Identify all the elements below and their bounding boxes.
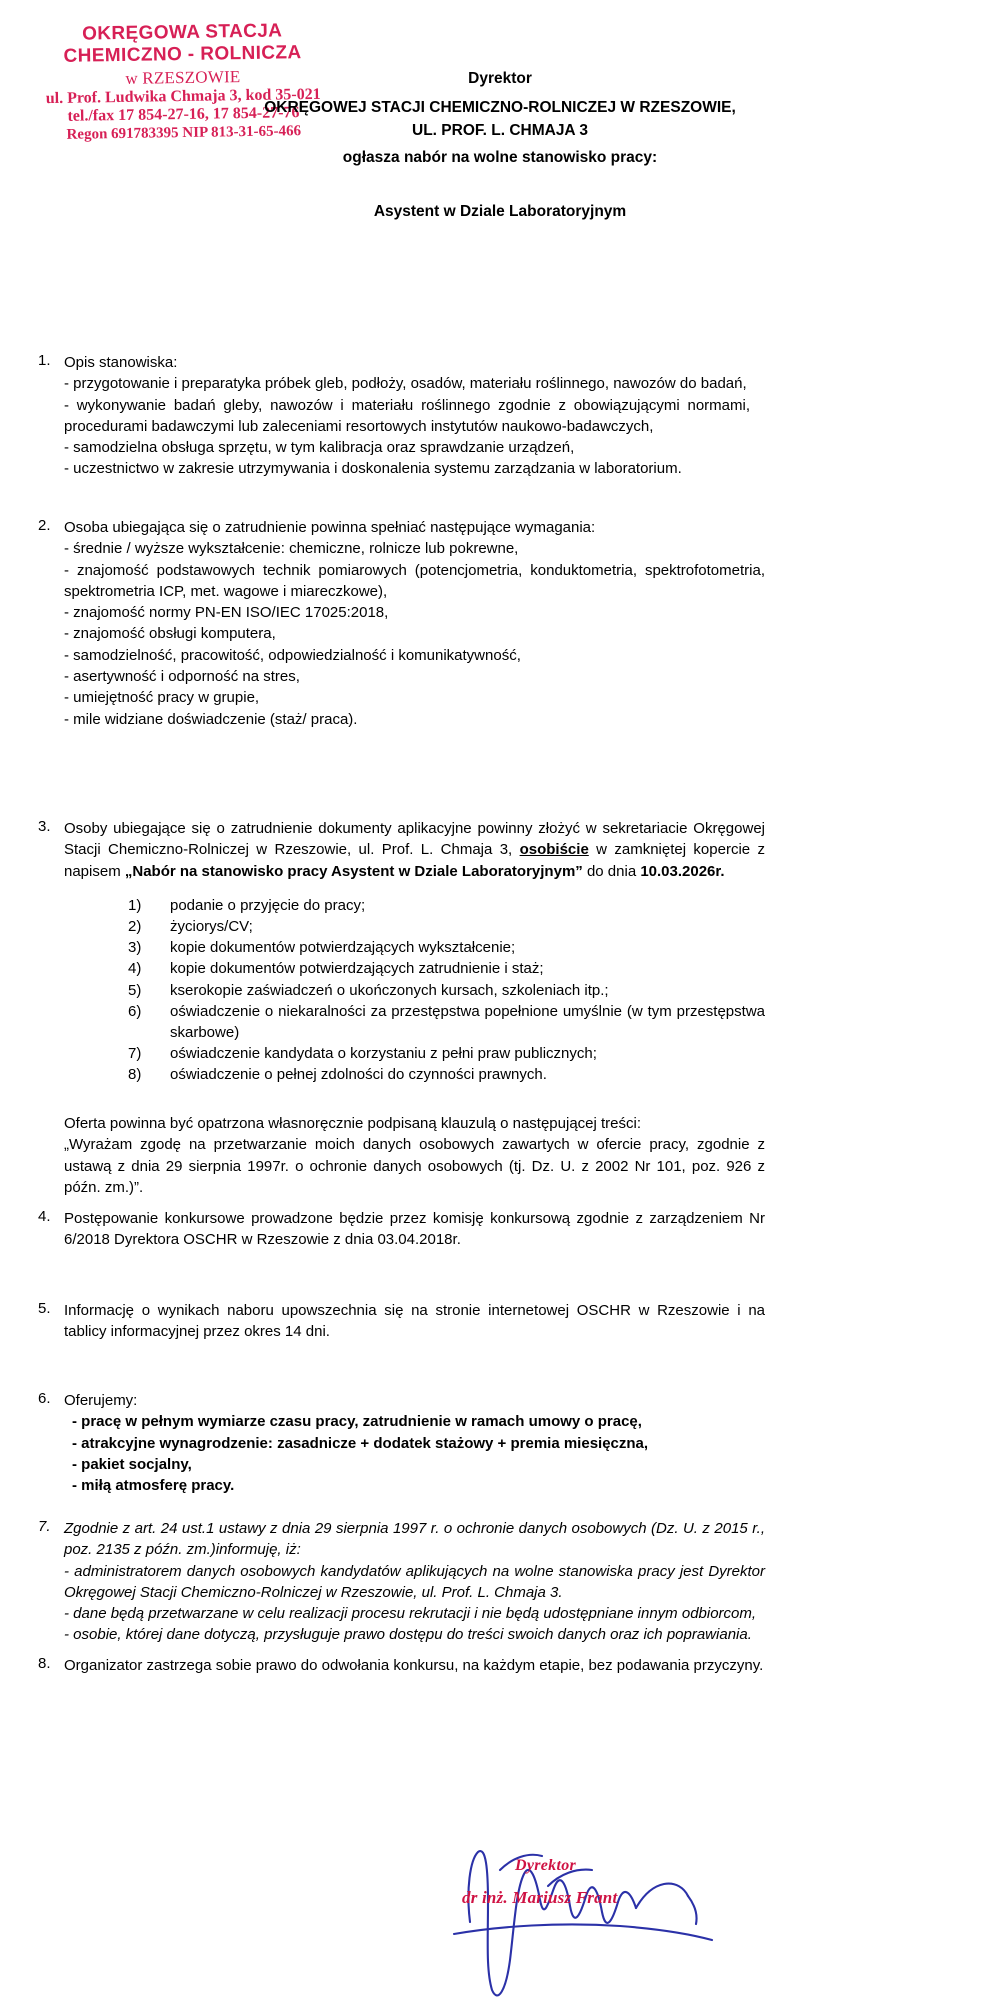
stamp-phone: tel./fax 17 854-27-16, 17 854-27-76 <box>67 104 300 126</box>
section-3-text-osobiscie: osobiście <box>519 841 589 859</box>
section-1-heading: Opis stanowiska: <box>64 354 178 371</box>
stamp-regon-nip: Regon 691783395 NIP 813-31-65-466 <box>66 123 302 144</box>
section-6-heading: Oferujemy: <box>64 1392 138 1409</box>
stamp-line-3: w RZESZOWIE <box>125 66 241 88</box>
header-announcement: ogłasza nabór na wolne stanowisko pracy: <box>342 149 658 166</box>
signature-title: Dyrektor <box>515 1857 577 1874</box>
list-item-number: 6) <box>128 1002 142 1020</box>
list-item <box>0 895 1000 916</box>
section-4-text: Postępowanie konkursowe prowadzone będzie przez komisję konkursową zgodnie z zarządzeniem Nr 6/2018 Dyrektora OSCHR w Rzeszowie z dnia 03.04.2018r. <box>64 1210 765 1249</box>
section-2-line-4: - znajomość obsługi komputera, <box>64 625 276 643</box>
section-1-line-3: - samodzielna obsługa sprzętu, w tym kalibracja oraz sprawdzanie urządzeń, <box>64 439 575 457</box>
list-item <box>0 1043 1000 1064</box>
list-item <box>0 1001 1000 1043</box>
list-item-number: 1) <box>128 897 142 914</box>
list-item-number: 8) <box>128 1066 142 1084</box>
header-position-title: Asystent w Dziale Laboratoryjnym <box>373 203 627 220</box>
section-2-line-1: - średnie / wyższe wykształcenie: chemiczne, rolnicze lub pokrewne, <box>64 540 519 558</box>
section-1 <box>0 352 1000 480</box>
header-organization <box>0 96 1000 143</box>
section-2-line-6: - asertywność i odporność na stres, <box>64 668 300 686</box>
list-item-text: życiorys/CV; <box>170 918 253 936</box>
section-4 <box>0 1208 1000 1251</box>
header-organization-line-1: OKRĘGOWEJ STACJI CHEMICZNO-ROLNICZEJ W RZESZOWIE, <box>264 99 736 116</box>
list-item-text: oświadczenie kandydata o korzystaniu z pełni praw publicznych; <box>170 1044 597 1062</box>
clause-text: „Wyrażam zgodę na przetwarzanie moich danych osobowych zawartych w ofercie pracy, zgodnie z ustawą z dnia 29 sierpnia 1997r. o ochronie danych osobowych (tj. Dz. U. z 2002 Nr 101, poz. 926 z późn. zm.)”. <box>64 1136 765 1196</box>
section-2-line-5: - samodzielność, pracowitość, odpowiedzialność i komunikatywność, <box>64 646 521 664</box>
list-item-number: 2) <box>128 918 142 936</box>
section-1-line-4: - uczestnictwo w zakresie utrzymywania i doskonalenia systemu zarządzania w laboratorium. <box>64 460 682 478</box>
section-2 <box>0 517 1000 730</box>
section-6-line-3: - pakiet socjalny, <box>72 1455 192 1473</box>
header-director: Dyrektor <box>468 70 532 87</box>
section-4-number: 4. <box>38 1208 51 1225</box>
section-3-number: 3. <box>38 818 51 835</box>
section-6 <box>0 1390 1000 1496</box>
stamp-line-2: CHEMICZNO - ROLNICZA <box>63 42 302 68</box>
section-2-heading: Osoba ubiegająca się o zatrudnienie powinna spełniać następujące wymagania: <box>64 519 596 536</box>
section-2-line-2: - znajomość podstawowych technik pomiarowych (potencjometria, konduktometria, spektrofotometria, spektrometria ICP, met. wagowe i miareczkowe), <box>64 561 765 600</box>
list-item-number: 5) <box>128 981 142 999</box>
section-6-line-1: - pracę w pełnym wymiarze czasu pracy, zatrudnienie w ramach umowy o pracę, <box>72 1413 642 1431</box>
section-1-line-1: - przygotowanie i preparatyka próbek gleb, podłoży, osadów, materiału roślinnego, nawozów do badań, <box>64 375 747 393</box>
section-8 <box>0 1655 1000 1676</box>
section-3-text-envelope-label: „Nabór na stanowisko pracy Asystent w Dziale Laboratoryjnym” <box>124 862 583 880</box>
section-8-number: 8. <box>38 1655 51 1672</box>
header-organization-line-2: UL. PROF. L. CHMAJA 3 <box>412 122 588 140</box>
stamp-line-1: OKRĘGOWA STACJA <box>81 20 283 45</box>
section-6-line-2: - atrakcyjne wynagrodzenie: zasadnicze + dodatek stażowy + premia miesięczna, <box>72 1434 649 1452</box>
section-3-paragraph <box>64 818 765 882</box>
list-item-number: 3) <box>128 939 142 957</box>
list-item-text: kopie dokumentów potwierdzających wykształcenie; <box>170 939 516 957</box>
signature-block <box>440 1830 770 2005</box>
list-item-text: oświadczenie o pełnej zdolności do czynności prawnych. <box>170 1066 547 1084</box>
section-7-line-1: - administratorem danych osobowych kandydatów aplikujących na wolne stanowiska pracy jest Dyrektor Okręgowej Stacji Chemiczno-Rolniczej w Rzeszowie, ul. Prof. L. Chmaja 3. <box>64 1562 765 1601</box>
handwritten-signature-icon <box>440 1830 770 2005</box>
list-item <box>0 937 1000 958</box>
section-7 <box>0 1518 1000 1646</box>
section-7-line-3: - osobie, której dane dotyczą, przysługuje prawo dostępu do treści swoich danych oraz ich poprawiania. <box>64 1626 752 1644</box>
section-5 <box>0 1300 1000 1343</box>
list-item <box>0 958 1000 979</box>
stamp-address: ul. Prof. Ludwika Chmaja 3, kod 35-021 <box>45 85 321 107</box>
section-6-number: 6. <box>38 1390 51 1407</box>
list-item-text: kopie dokumentów potwierdzających zatrudnienie i staż; <box>170 960 544 978</box>
list-item <box>0 916 1000 937</box>
section-3 <box>0 818 1000 882</box>
section-5-number: 5. <box>38 1300 51 1317</box>
section-5-text: Informację o wynikach naboru upowszechnia się na stronie internetowej OSCHR w Rzeszowie i na tablicy informacyjnej przez okres 14 dni. <box>64 1302 765 1341</box>
section-3-clause <box>0 1113 1000 1198</box>
section-2-number: 2. <box>38 517 51 534</box>
section-1-number: 1. <box>38 352 51 369</box>
signature-name: dr inż. Mariusz Frant <box>462 1888 618 1907</box>
section-3-text-c: w zamkniętej kopercie z napisem <box>64 841 765 880</box>
list-item-text: podanie o przyjęcie do pracy; <box>170 897 366 914</box>
section-3-deadline-date: 10.03.2026r. <box>640 862 725 880</box>
section-2-line-3: - znajomość normy PN-EN ISO/IEC 17025:2018, <box>64 604 389 622</box>
list-item-text: kserokopie zaświadczeń o ukończonych kursach, szkoleniach itp.; <box>170 981 609 999</box>
section-8-text: Organizator zastrzega sobie prawo do odwołania konkursu, na każdym etapie, bez podawania przyczyny. <box>64 1657 764 1674</box>
list-item <box>0 980 1000 1001</box>
section-1-line-2: - wykonywanie badań gleby, nawozów i materiału roślinnego zgodnie z obowiązującymi normami, procedurami badawczymi lub zaleceniami resortowych instytutów naukowo-badawczych, <box>64 396 750 435</box>
section-7-heading: Zgodnie z art. 24 ust.1 ustawy z dnia 29 sierpnia 1997 r. o ochronie danych osobowych (Dz. U. z 2015 r., poz. 2135 z późn. zm.)informuję, iż: <box>64 1520 765 1559</box>
list-item-number: 4) <box>128 960 142 978</box>
section-6-line-4: - miłą atmosferę pracy. <box>72 1477 235 1495</box>
clause-intro: Oferta powinna być opatrzona własnoręcznie podpisaną klauzulą o następującej treści: <box>64 1115 642 1132</box>
list-item-text: oświadczenie o niekaralności za przestępstwa popełnione umyślnie (w tym przestępstwa skarbowe) <box>170 1002 765 1041</box>
list-item <box>0 1064 1000 1085</box>
section-3-text-e: do dnia <box>582 862 641 880</box>
section-2-line-7: - umiejętność pracy w grupie, <box>64 689 260 707</box>
section-2-line-8: - mile widziane doświadczenie (staż/ praca). <box>64 710 358 728</box>
section-7-number: 7. <box>38 1518 51 1535</box>
section-3-text-a: Osoby ubiegające się o zatrudnienie dokumenty aplikacyjne powinny złożyć w sekretariacie Okręgowej Stacji Chemiczno-Rolniczej w Rzeszowie, ul. Prof. L. Chmaja 3, <box>64 820 765 859</box>
section-3-document-list <box>0 895 1000 1085</box>
list-item-number: 7) <box>128 1044 142 1062</box>
section-7-line-2: - dane będą przetwarzane w celu realizacji procesu rekrutacji i nie będą udostępniane innym odbiorcom, <box>64 1605 757 1623</box>
